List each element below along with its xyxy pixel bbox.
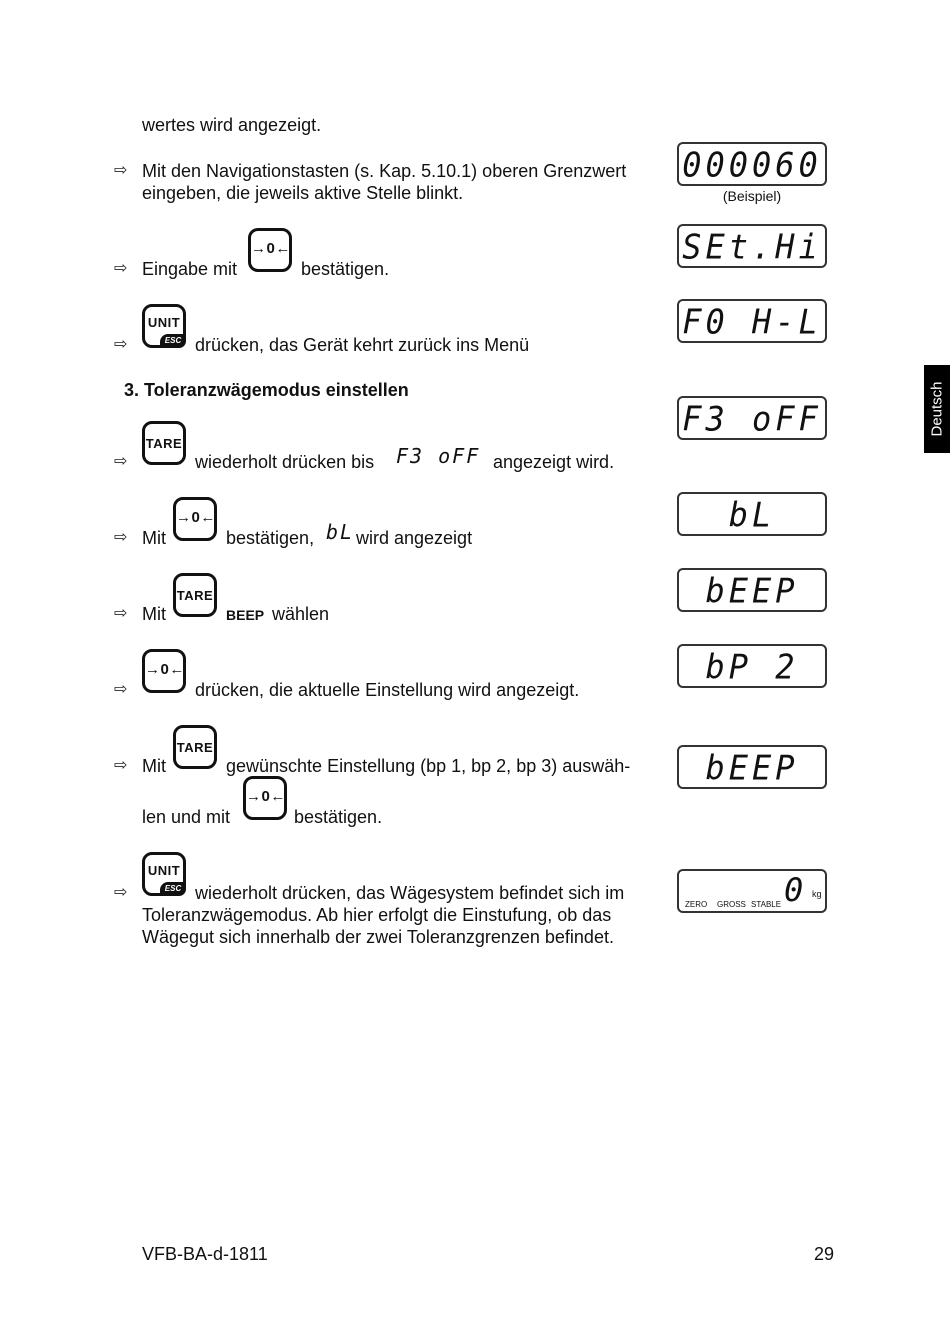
display-value: bL [728, 495, 776, 535]
step1-line1: Mit den Navigationstasten (s. Kap. 5.10.1) oberen Grenzwert [142, 161, 627, 181]
arrow-icon: ⇨ [114, 605, 128, 622]
display-beep [677, 568, 827, 612]
tare-key-label: TARE [176, 588, 214, 603]
arrow-icon: ⇨ [114, 260, 128, 277]
step9-line3: Wägegut sich innerhalb der zwei Toleranzgrenzen befindet. [142, 927, 614, 947]
unit-esc-key-icon [142, 852, 186, 896]
step8-text-d: bestätigen. [294, 807, 383, 827]
display-set-hi [677, 224, 827, 268]
tare-key-icon [142, 421, 186, 465]
intro-line: wertes wird angezeigt. [142, 115, 322, 135]
step8-text-c: len und mit [142, 807, 231, 827]
step6-beep-label: BEEP [226, 607, 265, 623]
inline-display-f3off: F3 oFF [396, 444, 481, 468]
esc-label: ESC [160, 334, 186, 348]
display-label-stable: STABLE [751, 900, 782, 909]
step1-line2: eingeben, die jeweils aktive Stelle blinkt. [142, 183, 464, 203]
language-tab-label: Deutsch [928, 381, 946, 437]
arrow-icon: ⇨ [114, 453, 128, 470]
display-value: F0 H-L [682, 302, 822, 342]
display-caption: (Beispiel) [722, 188, 782, 204]
zero-key-label: →0← [251, 240, 291, 257]
esc-label: ESC [160, 882, 186, 896]
display-value: bEEP [705, 748, 799, 788]
zero-key-label: →0← [145, 661, 185, 678]
arrow-icon: ⇨ [114, 681, 128, 698]
step5-text-c: wird angezeigt [356, 528, 473, 548]
section-heading: 3. Toleranzwägemodus einstellen [124, 380, 409, 400]
step5-text-b: bestätigen, [226, 528, 315, 548]
step6-text-a: Mit [142, 604, 166, 624]
display-bl [677, 492, 827, 536]
zero-key-icon [248, 228, 292, 272]
arrow-icon: ⇨ [114, 757, 128, 774]
page-number: 29 [814, 1244, 835, 1264]
display-f3-off [677, 396, 827, 440]
zero-key-label: →0← [246, 788, 286, 805]
inline-display-bl: bL [326, 520, 355, 544]
step7-text: drücken, die aktuelle Einstellung wird angezeigt. [195, 680, 580, 700]
tare-key-label: TARE [145, 436, 183, 451]
tare-key-icon [173, 573, 217, 617]
display-weighing [677, 869, 827, 913]
step2-text-a: Eingabe mit [142, 259, 238, 279]
unit-key-label: UNIT [147, 315, 181, 330]
display-value: bP 2 [705, 647, 799, 687]
step5-text-a: Mit [142, 528, 166, 548]
display-value: 000060 [682, 145, 822, 185]
display-label-zero: ZERO [685, 900, 708, 909]
step2-text-b: bestätigen. [301, 259, 390, 279]
footer-doc-id: VFB-BA-d-1811 [142, 1244, 268, 1264]
display-value: SEt.Hi [682, 227, 822, 267]
zero-key-icon [173, 497, 217, 541]
display-value: bEEP [705, 571, 799, 611]
display-value: 0 [784, 871, 804, 909]
display-upper-limit [677, 142, 827, 186]
arrow-icon: ⇨ [114, 336, 128, 353]
unit-esc-key-icon [142, 304, 186, 348]
arrow-icon: ⇨ [114, 884, 128, 901]
step9-line1: wiederholt drücken, das Wägesystem befindet sich im [195, 883, 625, 903]
language-tab [924, 365, 950, 453]
step4-text-a: wiederholt drücken bis [195, 452, 375, 472]
step4-text-b: angezeigt wird. [493, 452, 615, 472]
step9-line2: Toleranzwägemodus. Ab hier erfolgt die Einstufung, ob das [142, 905, 612, 925]
step8-text-b: gewünschte Einstellung (bp 1, bp 2, bp 3) auswäh- [226, 756, 631, 776]
display-value: F3 oFF [682, 399, 822, 439]
tare-key-icon [173, 725, 217, 769]
zero-key-label: →0← [176, 509, 216, 526]
zero-key-icon [142, 649, 186, 693]
display-f0-hl [677, 299, 827, 343]
arrow-icon: ⇨ [114, 162, 128, 179]
step8-text-a: Mit [142, 756, 166, 776]
display-label-gross: GROSS [717, 900, 746, 909]
step3-text: drücken, das Gerät kehrt zurück ins Menü [195, 335, 530, 355]
zero-key-icon [243, 776, 287, 820]
display-beep-2 [677, 745, 827, 789]
unit-key-label: UNIT [147, 863, 181, 878]
display-unit: kg [812, 889, 822, 899]
arrow-icon: ⇨ [114, 529, 128, 546]
tare-key-label: TARE [176, 740, 214, 755]
step6-text-c: wählen [272, 604, 330, 624]
display-bp2 [677, 644, 827, 688]
